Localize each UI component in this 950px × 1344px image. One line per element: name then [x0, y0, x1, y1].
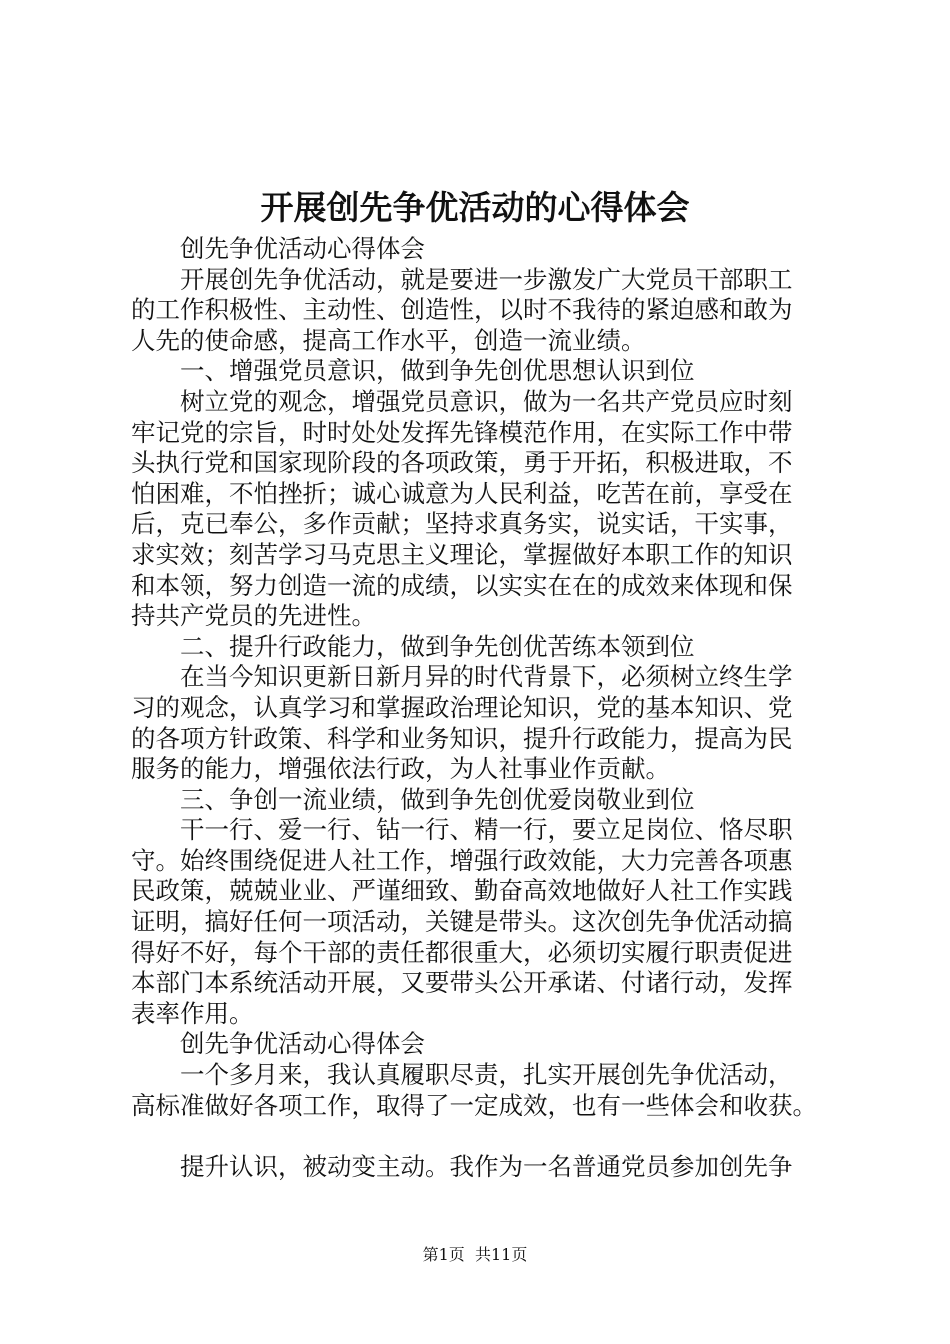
text-line: 的各项方针政策、科学和业务知识，提升行政能力，提高为民: [131, 723, 793, 753]
text-line: 得好不好，每个干部的责任都很重大，必须切实履行职责促进: [131, 937, 793, 967]
text-line: 一、增强党员意识，做到争先创优思想认识到位: [180, 356, 695, 386]
blank-line: [131, 1121, 831, 1152]
text-line: 创先争优活动心得体会: [180, 234, 425, 263]
text-line: 本部门本系统活动开展，又要带头公开承诺、付诸行动，发挥: [131, 968, 793, 998]
text-line: 怕困难，不怕挫折；诚心诚意为人民利益，吃苦在前，享受在: [131, 478, 793, 508]
page-footer: [0, 1243, 950, 1267]
text-line: 守。始终围绕促进人社工作，增强行政效能，大力完善各项惠: [131, 845, 793, 875]
text-line: 和本领，努力创造一流的成绩，以实实在在的成效来体现和保: [131, 570, 793, 600]
text-line: 的工作积极性、主动性、创造性，以时不我待的紧迫感和敢为: [131, 295, 793, 325]
text-line: 开展创先争优活动，就是要进一步激发广大党员干部职工: [180, 264, 793, 294]
document-body: [131, 234, 831, 1182]
text-line: 树立党的观念，增强党员意识，做为一名共产党员应时刻: [180, 386, 793, 416]
text-line: 民政策，兢兢业业、严谨细致、勤奋高效地做好人社工作实践: [131, 876, 793, 906]
text-line: 求实效；刻苦学习马克思主义理论，掌握做好本职工作的知识: [131, 539, 793, 569]
text-line: 牢记党的宗旨，时时处处发挥先锋模范作用，在实际工作中带: [131, 417, 793, 447]
text-line: 提升认识，被动变主动。我作为一名普通党员参加创先争: [180, 1151, 793, 1181]
text-line: 三、争创一流业绩，做到争先创优爱岗敬业到位: [180, 784, 695, 814]
text-line: 表率作用。: [131, 998, 254, 1028]
page-number: 第1页: [422, 1245, 465, 1264]
text-line: 服务的能力，增强依法行政，为人社事业作贡献。: [131, 754, 670, 784]
text-line: 习的观念，认真学习和掌握政治理论知识，党的基本知识、党: [131, 692, 793, 722]
text-line: 二、提升行政能力，做到争先创优苦练本领到位: [180, 631, 695, 661]
text-line: 后，克已奉公，多作贡献；坚持求真务实，说实话，干实事，: [131, 509, 793, 539]
text-line: 一个多月来，我认真履职尽责，扎实开展创先争优活动，: [180, 1060, 793, 1090]
text-line: 高标准做好各项工作，取得了一定成效，也有一些体会和收获。: [131, 1090, 817, 1120]
text-line: 证明，搞好任何一项活动，关键是带头。这次创先争优活动搞: [131, 907, 793, 937]
text-line: 持共产党员的先进性。: [131, 601, 376, 631]
document-title: 开展创先争优活动的心得体会: [260, 188, 690, 227]
text-line: 在当今知识更新日新月异的时代背景下，必须树立终生学: [180, 662, 793, 692]
text-line: 干一行、爱一行、钻一行、精一行，要立足岗位、恪尽职: [180, 815, 793, 845]
text-line: 创先争优活动心得体会: [180, 1029, 425, 1059]
text-line: 人先的使命感，提高工作水平，创造一流业绩。: [131, 325, 646, 355]
page-total: 共11页: [474, 1245, 528, 1264]
text-line: 头执行党和国家现阶段的各项政策，勇于开拓，积极进取，不: [131, 448, 793, 478]
